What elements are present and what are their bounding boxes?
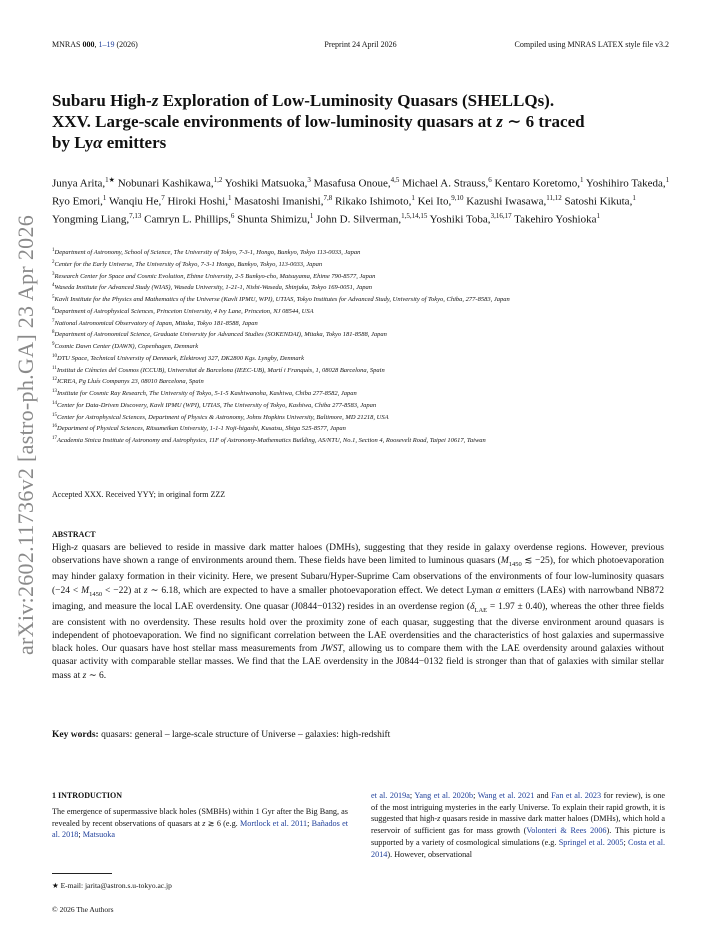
journal-volume: 000	[82, 40, 95, 49]
author-affiliation-marker: 1	[580, 176, 584, 184]
affiliation-number: 4	[52, 283, 55, 289]
citation-link[interactable]: Yang et al. 2020b	[414, 791, 474, 800]
author-affiliation-marker: 1	[411, 194, 415, 203]
section-heading-introduction: 1 INTRODUCTION	[52, 791, 123, 800]
author-affiliation-marker: 1	[309, 212, 314, 221]
author: Nobunari Kashikawa,	[114, 177, 214, 190]
author-affiliation-marker: 11,12	[546, 194, 562, 203]
abstract-body: High-z quasars are believed to reside in massive dark matter haloes (DMHs), suggesting that they reside in galaxy overdense regions. However, previous observations have shown a range of environments around them. These fields have been limited to luminous quasars ($M_{1450}$ ≲ −25), for which photoevaporation may hinder galaxy formation in their vicinity. Here, we present Subaru/Hyper-Suprime Cam observations of the environments of four low-luminosity quasars $(-24 < M_{1450} < -22)$ at z ∼ 6.18, which are expected to have a smaller photoevaporation effect. We detect Lyman α emitters (LAEs) with narrowband NB872 imaging, and measure the local LAE overdensity. One quasar (J0844−0132) resides in an overdense region $(\delta_{LAE} = 1.97 \pm 0.40)$, whereas the other three fields are consistent with no overdensity. These results hold over the proximity zone of each quasar, suggesting that the diverse environment around quasars is independent of photoevaporation. We find no significant correlation between the LAE overdensities and the characteristics of host galaxies and supermassive black holes. Our quasars have host stellar mass measurements from JWST, allowing us to compare them with the LAE overdensity around galaxies without quasar activity with comparable stellar masses. We find that the LAE overdensity in the J0844−0132 field is stronger than that of galaxies with similar stellar mass at z ∼ 6.	[52, 543, 664, 681]
title-text: ∼ 6 traced	[502, 112, 585, 131]
affiliation	[52, 328, 677, 340]
affiliation	[52, 317, 677, 329]
affiliation-number: 9	[52, 342, 55, 347]
citation-link[interactable]: Wang et al. 2021	[477, 791, 535, 800]
author-affiliation-marker: 3,16,17	[490, 212, 512, 221]
title-z: z	[151, 91, 159, 110]
keywords-label: Key words:	[52, 730, 99, 740]
author-affiliation-marker: 6	[488, 176, 492, 184]
citation-link[interactable]: Springel et al. 2005	[558, 837, 624, 847]
author: Shunta Shimizu,	[234, 213, 310, 226]
author-affiliation-marker: 1	[632, 194, 636, 203]
author: Yoshihiro Takeda,	[583, 177, 666, 190]
affiliation-number: 14	[52, 400, 57, 406]
affiliation	[52, 352, 677, 364]
affiliation-text: DTU Space, Technical University of Denmark, Elektrovej 327, DK2800 Kgs. Lyngby, Denmark	[57, 354, 305, 362]
title-text: Subaru High-	[52, 91, 152, 110]
affiliation-number: 12	[52, 377, 57, 383]
affiliation-number: 11	[52, 365, 57, 371]
title-text: Exploration of Low-Luminosity Quasars (SHELLQs).	[158, 91, 555, 110]
author: Satoshi Kikuta,	[561, 195, 633, 208]
affiliation-text: Department of Physical Sciences, Ritsumeikan University, 1-1-1 Noji-higashi, Kusatsu, Shiga 525-8577, Japan	[57, 425, 346, 433]
author: Yoshiki Matsuoka,	[222, 177, 308, 190]
author-affiliation-marker: 7,13	[129, 212, 142, 221]
affiliation	[52, 375, 677, 387]
author: John D. Silverman,	[313, 213, 402, 226]
title-alpha: α	[93, 133, 103, 152]
author: Kazushi Iwasawa,	[463, 195, 547, 208]
affiliation-text: Department of Astronomy, School of Science, The University of Tokyo, 7-3-1, Hongo, Bunkyo, Tokyo 113-0033, Japan	[54, 249, 361, 257]
affiliation-text: Academia Sinica Institute of Astronomy and Astrophysics, 11F of Astronomy-Mathematics Building, AS/NTU, No.1, Section 4, Roosevelt Road, Taipei 10617, Taiwan	[57, 437, 486, 445]
copyright-notice: © 2026 The Authors	[52, 905, 114, 914]
affiliation-number: 7	[52, 318, 55, 324]
footnote-email: ★ E-mail: jarita@astron.s.u-tokyo.ac.jp	[52, 881, 172, 890]
author-affiliation-marker: 1	[596, 212, 600, 221]
abstract-heading: ABSTRACT	[52, 530, 96, 539]
author-affiliation-marker: 1★	[105, 176, 115, 184]
arxiv-stamp	[6, 150, 46, 720]
affiliation	[52, 293, 677, 305]
author: Wanqiu He,	[106, 195, 162, 208]
affiliation-text: Kavli Institute for the Physics and Mathematics of the Universe (Kavli IPMU, WPI), UTIAS, Tokyo Institutes for Advanced Study, University of Tokyo, Chiba, 277-8583, Japan	[54, 296, 510, 304]
affiliation	[52, 411, 677, 423]
author-affiliation-marker: 1	[227, 194, 232, 203]
citation-link[interactable]: Matsuoka	[82, 830, 116, 840]
affiliation-list	[52, 246, 677, 446]
keywords-text: quasars: general – large-scale structure of Universe – galaxies: high-redshift	[98, 730, 391, 740]
footnote-rule	[52, 873, 112, 874]
author: Kei Ito,	[414, 195, 452, 208]
author: Junya Arita,	[52, 177, 106, 190]
author: Hiroki Hoshi,	[164, 195, 228, 208]
affiliation	[52, 399, 677, 411]
affiliation-text: Research Center for Space and Cosmic Evolution, Ehime University, 2-5 Bunkyo-cho, Matsuyama, Ehime 790-8577, Japan	[54, 272, 376, 280]
author: Takehiro Yoshioka	[511, 213, 597, 226]
citation-link[interactable]: Volonteri & Rees 2006	[526, 826, 607, 836]
affiliation-number: 1	[52, 248, 55, 253]
affiliation	[52, 246, 677, 258]
affiliation	[52, 364, 677, 376]
affiliation	[52, 281, 677, 293]
page-range-link[interactable]: 1–19	[98, 40, 115, 49]
affiliation	[52, 270, 677, 282]
author: Masafusa Onoue,	[310, 177, 391, 190]
paper-title	[52, 90, 672, 153]
citation-link[interactable]: Costa et al. 2014	[371, 837, 666, 859]
author: Masatoshi Imanishi,	[231, 195, 324, 208]
author-affiliation-marker: 1,2	[213, 176, 223, 184]
citation-link[interactable]: Mortlock et al. 2011	[239, 818, 308, 828]
affiliation-text: Cosmic Dawn Center (DAWN), Copenhagen, Denmark	[54, 343, 199, 351]
author-affiliation-marker: 7,8	[323, 194, 333, 203]
intro-column-right: et al. 2019a; Yang et al. 2020b; Wang et al. 2021 and Fan et al. 2023 for review), is one of the most intriguing mysteries in the early Universe. To explain their rapid growth, it is suggested that high-z quasars reside in massive dark matter haloes (DMHs), which hold a reservoir of sufficient gas for mass growth (Volonteri & Rees 2006). This picture is supported by a variety of cosmological simulations (e.g. Springel et al. 2005; Costa et al. 2014). However, observational	[371, 791, 666, 859]
affiliation-number: 16	[52, 424, 57, 430]
author-affiliation-marker: 9,10	[451, 194, 464, 203]
journal-year: (2026)	[116, 40, 138, 49]
author-affiliation-marker: 1	[102, 194, 107, 203]
intro-column-left: The emergence of supermassive black holes (SMBHs) within 1 Gyr after the Big Bang, as revealed by recent observations of quasars at z ≳ 6 (e.g. Mortlock et al. 2011; Bañados et al. 2018; Matsuoka	[52, 807, 348, 840]
affiliation	[52, 340, 677, 352]
affiliation-text: Department of Astronomical Science, Graduate University for Advanced Studies (SOKENDAI), Mitaka, Tokyo 181-8588, Japan	[54, 331, 387, 339]
author-list	[52, 173, 677, 227]
affiliation-number: 6	[52, 306, 55, 312]
running-header-left: MNRAS 000, 1–19 (2026)	[52, 40, 138, 49]
affiliation-text: Department of Astrophysical Sciences, Princeton University, 4 Ivy Lane, Princeton, NJ 08544, USA	[54, 307, 314, 315]
affiliation-text: Center for the Early Universe, The University of Tokyo, 7-3-1 Hongo, Bunkyo, Tokyo, 113-0033, Japan	[54, 260, 323, 268]
affiliation-number: 10	[52, 353, 57, 359]
author-affiliation-marker: 1	[665, 176, 670, 184]
keywords	[52, 730, 664, 740]
affiliation-text: ICREA, Pg Lluís Companys 23, 08010 Barcelona, Spain	[57, 378, 204, 386]
affiliation-number: 5	[52, 295, 55, 300]
arxiv-identifier: arXiv:2602.11736v2 [astro-ph.GA] 23 Apr 2026	[13, 214, 38, 656]
affiliation-text: Institute for Cosmic Ray Research, The University of Tokyo, 5-1-5 Kashiwanoha, Kashiwa, Chiba 277-8582, Japan	[57, 390, 357, 398]
affiliation-number: 8	[52, 330, 55, 336]
affiliation	[52, 258, 677, 270]
affiliation-number: 3	[52, 271, 55, 277]
title-text: XXV. Large-scale environments of low-luminosity quasars at	[52, 112, 497, 131]
affiliation-number: 13	[52, 389, 57, 394]
author-affiliation-marker: 3	[307, 176, 311, 184]
accepted-line: Accepted XXX. Received YYY; in original form ZZZ	[52, 490, 226, 499]
affiliation-text: Waseda Institute for Advanced Study (WIAS), Waseda University, 1-21-1, Nishi-Waseda, Shinjuku, Tokyo 169-0051, Japan	[54, 284, 373, 292]
author-affiliation-marker: 7	[161, 194, 165, 203]
author: Yoshiki Toba,	[427, 213, 491, 226]
author: Ryo Emori,	[52, 195, 103, 208]
preprint-date: Preprint 24 April 2026	[324, 40, 397, 49]
affiliation-number: 2	[52, 259, 55, 265]
affiliation	[52, 434, 677, 446]
affiliation-text: National Astronomical Observatory of Japan, Mitaka, Tokyo 181-8588, Japan	[54, 319, 258, 327]
author: Camryn L. Phillips,	[141, 213, 231, 226]
affiliation	[52, 387, 677, 399]
author: Michael A. Strauss,	[399, 177, 489, 190]
author-affiliation-marker: 6	[230, 212, 235, 221]
affiliation-text: Center for Astrophysical Sciences, Department of Physics & Astronomy, Johns Hopkins University, Baltimore, MD 21218, USA	[57, 413, 389, 421]
affiliation	[52, 305, 677, 317]
title-text: emitters	[102, 133, 167, 152]
affiliation-text: Center for Data-Driven Discovery, Kavli IPMU (WPI), UTIAS, The University of Tokyo, Kashiwa, Chiba 277-8583, Japan	[57, 401, 377, 409]
citation-link[interactable]: Bañados et al. 2018	[52, 818, 348, 840]
author-affiliation-marker: 1,5,14,15	[401, 212, 428, 221]
author: Yongming Liang,	[52, 213, 130, 226]
compiled-note: Compiled using MNRAS LATEX style file v3.2	[514, 40, 669, 49]
author: Rikako Ishimoto,	[332, 195, 412, 208]
affiliation-number: 15	[52, 412, 57, 418]
citation-link[interactable]: Fan et al. 2023	[551, 791, 602, 800]
title-text: by Ly	[52, 133, 94, 152]
citation-link[interactable]: et al. 2019a	[371, 791, 410, 800]
affiliation-text: Institut de Ciències del Cosmos (ICCUB), Universitat de Barcelona (IEEC-UB), Martí i Franquès, 1, 08028 Barcelona, Spain	[56, 366, 385, 374]
title-z: z	[496, 112, 503, 131]
affiliation-number: 17	[52, 436, 57, 441]
journal-name: MNRAS	[52, 40, 81, 49]
author-affiliation-marker: 4,5	[390, 176, 400, 184]
affiliation	[52, 422, 677, 434]
author: Kentaro Koretomo,	[491, 177, 581, 190]
